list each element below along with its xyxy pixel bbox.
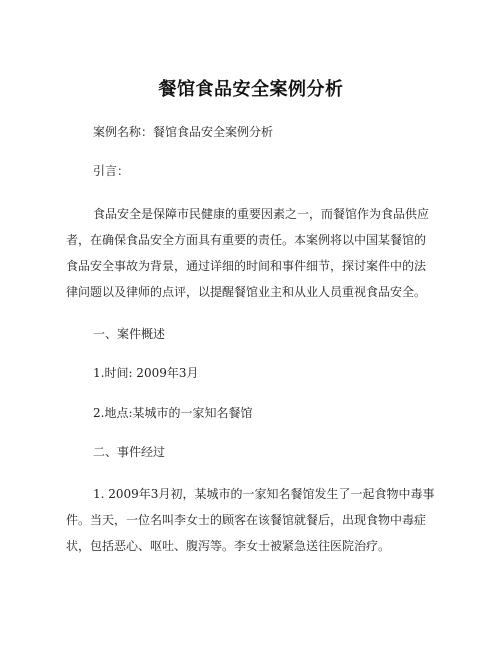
section1-heading: 一、案件概述 bbox=[93, 327, 166, 341]
place-item: 2.地点:某城市的一家知名餐馆 bbox=[93, 406, 253, 420]
intro-paragraph bbox=[66, 206, 436, 300]
intro-line: 者，在确保食品安全方面具有重要的责任。本案例将以中国某餐馆的 bbox=[66, 233, 427, 247]
section2-heading: 二、事件经过 bbox=[93, 445, 166, 459]
intro-line: 律问题以及律师的点评，以提醒餐馆业主和从业人员重视食品安全。 bbox=[66, 285, 427, 299]
event-line: 件。当天，一位名叫李女士的顾客在该餐馆就餐后，出现食物中毒症 bbox=[66, 513, 427, 527]
intro-line: 食品安全事故为背景，通过详细的时间和事件细节，探讨案件中的法 bbox=[66, 259, 427, 273]
case-name-line: 案例名称：餐馆食品安全案例分析 bbox=[93, 125, 274, 139]
document-title: 餐馆食品安全案例分析 bbox=[158, 79, 344, 100]
event-line: 1. 2009年3月初，某城市的一家知名餐馆发生了一起食物中毒事 bbox=[93, 487, 435, 501]
intro-heading: 引言： bbox=[93, 164, 130, 178]
event-line: 状，包括恶心、呕吐、腹泻等。李女士被紧急送往医院治疗。 bbox=[66, 539, 391, 553]
time-item: 1.时间: 2009年3月 bbox=[93, 366, 199, 380]
event-paragraph bbox=[66, 486, 436, 554]
intro-line: 食品安全是保障市民健康的重要因素之一，而餐馆作为食品供应 bbox=[93, 207, 430, 221]
